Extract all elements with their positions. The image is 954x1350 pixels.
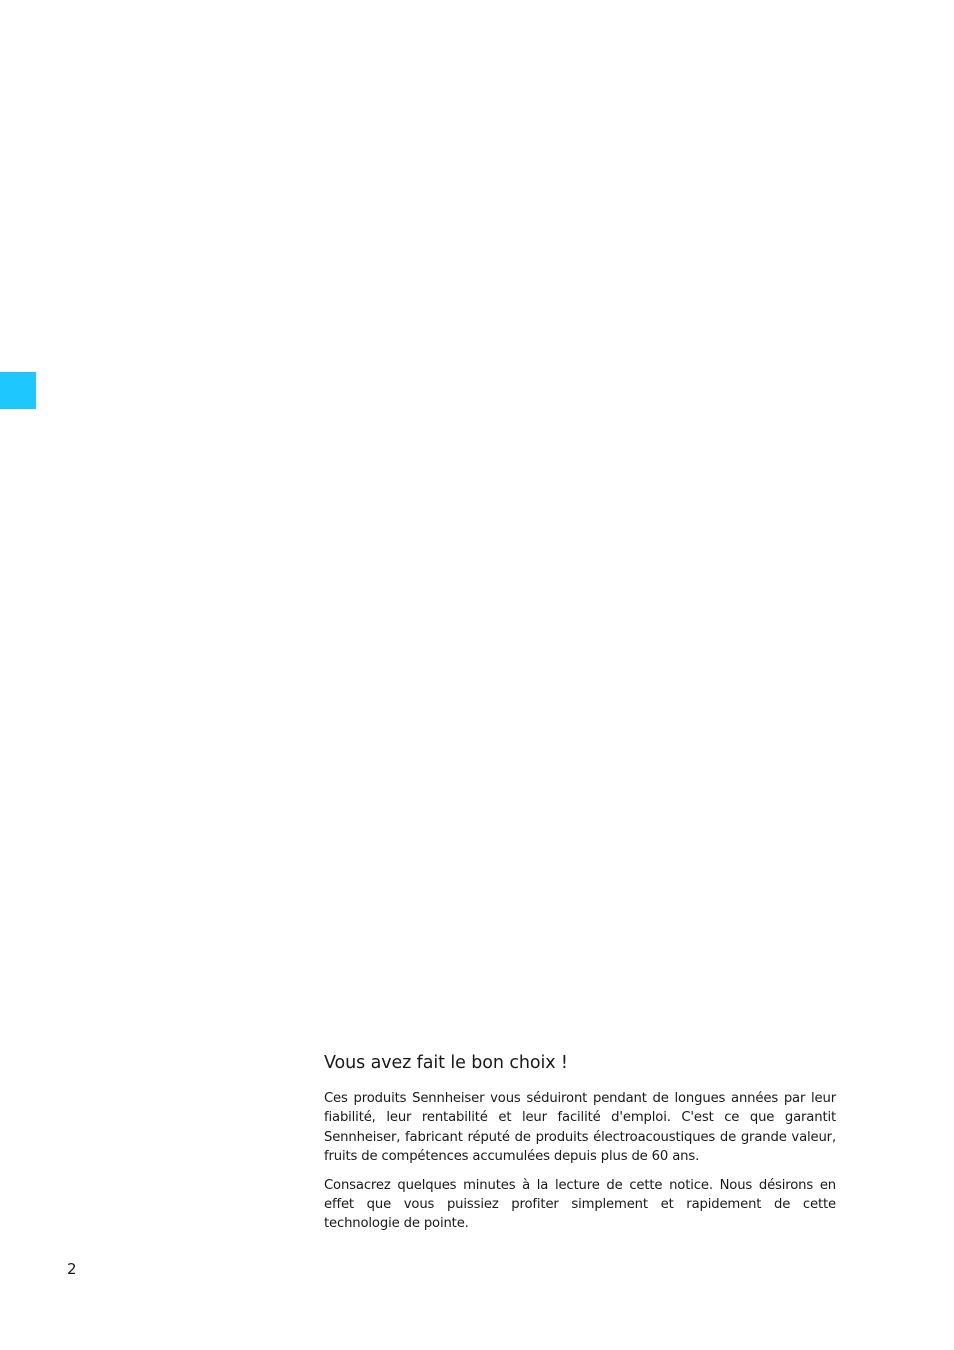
page-number: 2 <box>67 1260 77 1278</box>
intro-paragraph-1: Ces produits Sennheiser vous séduiront pendant de longues années par leur fiabilité, leur rentabilité et leur facilité d'emploi. C'est ce que garantit Sennheiser, fabricant réputé de produits électroacoustiques de grande valeur, fruits de compétences accumulées depuis plus de 60 ans. <box>324 1091 836 1165</box>
section-tab-marker <box>0 372 36 409</box>
section-heading: Vous avez fait le bon choix ! <box>324 1053 568 1073</box>
intro-section <box>324 1051 836 1243</box>
intro-paragraph-2: Consacrez quelques minutes à la lecture de cette notice. Nous désirons en effet que vous puissiez profiter simplement et rapidement de cette technologie de pointe. <box>324 1177 836 1232</box>
